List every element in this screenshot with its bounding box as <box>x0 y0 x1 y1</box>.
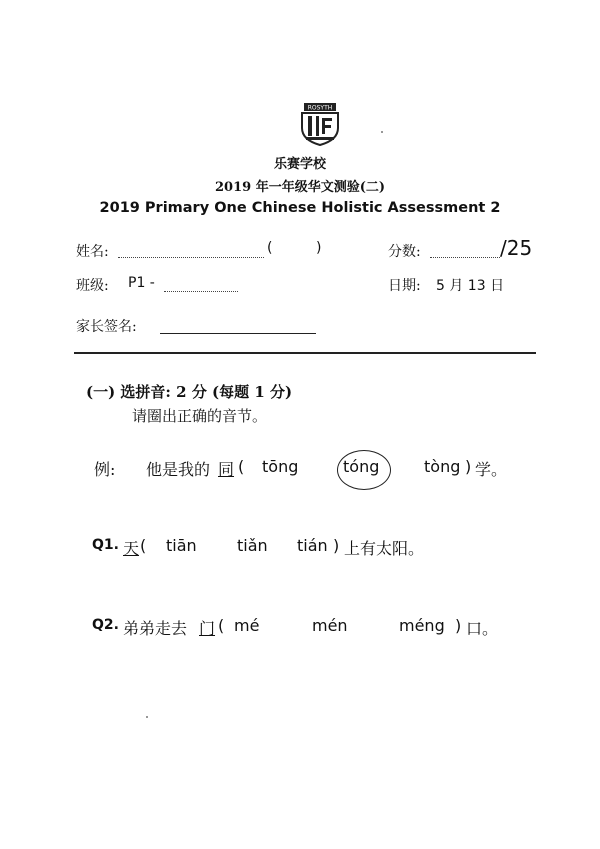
q1-option-1[interactable]: tiān <box>166 536 197 555</box>
scan-speck <box>381 131 383 133</box>
q2-option-3[interactable]: méng <box>399 616 445 635</box>
name-label: 姓名: <box>76 244 109 260</box>
q2-target-char: 门 <box>199 619 216 638</box>
example-option-1[interactable]: tōng <box>262 457 299 476</box>
q2-label: Q2. <box>92 617 119 633</box>
paren-open: ( <box>267 240 273 256</box>
q2-paren-close: ) <box>455 616 462 635</box>
school-name: 乐赛学校 <box>273 157 326 172</box>
score-total: /25 <box>500 236 533 260</box>
example-suffix: 学。 <box>475 460 508 479</box>
school-crest-logo <box>298 102 342 146</box>
example-option-2[interactable]: tóng <box>343 457 380 476</box>
q1-paren-open: ( <box>140 536 147 555</box>
q2-prefix: 弟弟走去 <box>123 619 188 638</box>
example-option-3[interactable]: tòng <box>424 457 461 476</box>
example-prefix: 他是我的 <box>146 460 211 479</box>
example-paren-close: ) <box>465 457 472 476</box>
class-label: 班级: <box>76 278 109 294</box>
class-field[interactable] <box>164 291 238 292</box>
example-paren-open: ( <box>238 457 245 476</box>
q1-paren-close: ) <box>333 536 340 555</box>
section-instruction: 请圈出正确的音节。 <box>132 407 268 425</box>
example-label: 例: <box>94 460 116 479</box>
parent-signature-field[interactable] <box>160 333 316 334</box>
svg-text:ROSYTH: ROSYTH <box>307 104 333 112</box>
title-chinese: 2019 年一年级华文测验(二) <box>214 180 385 195</box>
date-value: 5 月 13 日 <box>436 278 505 294</box>
score-label: 分数: <box>388 244 421 260</box>
q2-option-1[interactable]: mé <box>234 616 260 635</box>
q1-suffix: 上有太阳。 <box>344 539 425 558</box>
q1-option-2[interactable]: tiǎn <box>237 536 268 555</box>
paren-close: ) <box>316 240 322 256</box>
q2-suffix: 口。 <box>466 619 499 638</box>
header-divider <box>74 352 536 354</box>
class-value: P1 - <box>128 275 155 291</box>
date-label: 日期: <box>388 278 421 294</box>
scan-speck <box>146 716 148 718</box>
q1-option-3[interactable]: tián <box>297 536 328 555</box>
q1-label: Q1. <box>92 537 119 553</box>
example-target-char: 同 <box>218 460 235 479</box>
q2-option-2[interactable]: mén <box>312 616 348 635</box>
title-english: 2019 Primary One Chinese Holistic Assessment 2 <box>99 200 501 216</box>
name-field[interactable] <box>118 257 264 258</box>
score-field[interactable] <box>430 257 500 258</box>
q1-target-char: 天 <box>123 539 140 558</box>
q2-paren-open: ( <box>218 616 225 635</box>
section-heading: (一) 选拼音: 2 分 (每题 1 分) <box>86 383 293 401</box>
parent-signature-label: 家长签名: <box>76 319 137 335</box>
